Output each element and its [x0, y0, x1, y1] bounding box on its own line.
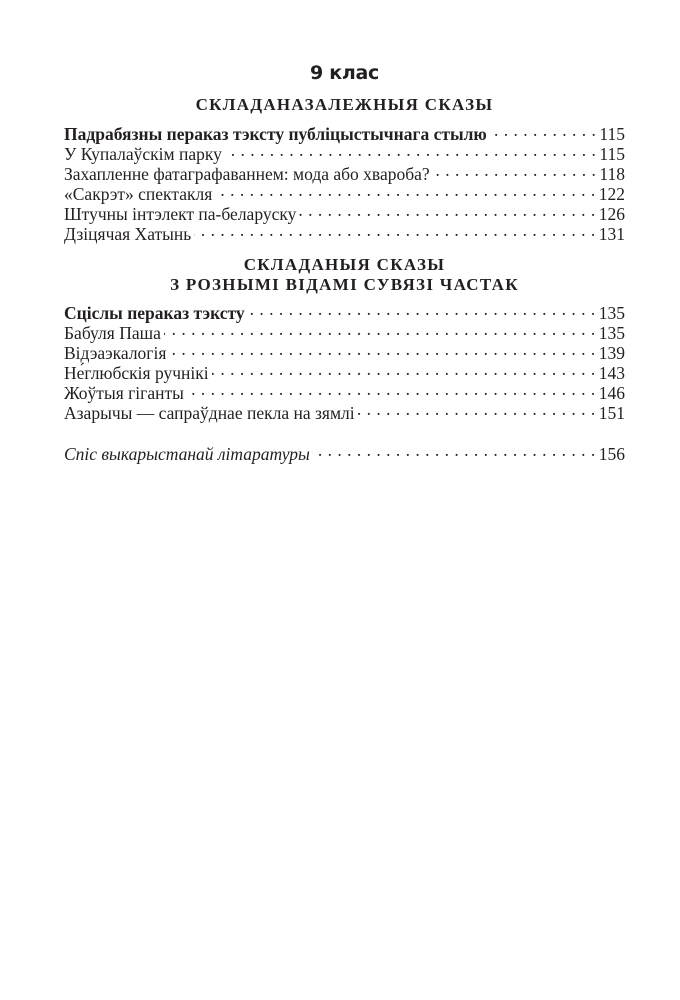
- toc-entry-title: Не́глюбскія ручнікі: [64, 363, 209, 383]
- toc-entry-page: 118: [599, 164, 625, 184]
- toc-entry-title: Бабуля Паша: [64, 323, 161, 343]
- dot-leader: [164, 319, 596, 339]
- toc-entry-title: Спіс выкарыстанай літаратуры: [64, 444, 310, 464]
- dot-leader: [225, 140, 597, 160]
- dot-leader: [215, 180, 596, 200]
- toc-entry-page: 122: [598, 184, 625, 204]
- dot-leader: [299, 200, 595, 220]
- section-heading-complex-mixed: [64, 255, 625, 295]
- dot-leader: [169, 339, 595, 359]
- dot-leader: [433, 160, 597, 180]
- toc-entry-page: 143: [598, 363, 625, 383]
- toc-entry-title: «Сакрэт» спектакля: [64, 184, 213, 204]
- toc-entry[interactable]: [64, 299, 625, 323]
- toc-section-1-list: [64, 120, 625, 244]
- toc-entry-title: Сціслы пераказ тэксту: [64, 303, 245, 323]
- toc-entry-bibliography[interactable]: [64, 440, 625, 464]
- toc-entry-title: У Купалаўскім парку: [64, 144, 222, 164]
- toc-entry-page: 139: [598, 343, 625, 363]
- dot-leader: [313, 440, 596, 460]
- section-heading-line: СКЛАДАНАЗАЛЕЖНЫЯ СКАЗЫ: [195, 95, 494, 114]
- toc-entry-title: Відэаэкалогія: [64, 343, 167, 363]
- toc-entry-page: 135: [598, 323, 625, 343]
- toc-entry-title: Дзіцячая Хатынь: [64, 224, 192, 244]
- toc-entry-title: Падрабязны пераказ тэксту публіцыстычнага стылю: [64, 124, 487, 144]
- dot-leader: [358, 399, 596, 419]
- dot-leader: [187, 379, 596, 399]
- toc-entry-page: 126: [598, 204, 625, 224]
- toc-entry-page: 131: [598, 224, 625, 244]
- toc-entry-title: Жоўтыя гіганты: [64, 383, 184, 403]
- dot-leader: [194, 220, 595, 240]
- toc-entry-page: 135: [598, 303, 625, 323]
- section-heading-line: СКЛАДАНЫЯ СКАЗЫ: [243, 255, 446, 274]
- toc-entry-page: 151: [598, 403, 625, 423]
- toc-entry-title: Захапленне фатаграфаваннем: мода або хвароба?: [64, 164, 430, 184]
- toc-entry-title: Азарычы — сапраўднае пекла на зямлі: [64, 403, 355, 423]
- dot-leader: [490, 120, 597, 140]
- grade-title: 9 клас: [310, 62, 379, 84]
- toc-entry-page: 156: [598, 444, 625, 464]
- section-heading-complex-subordinate: [64, 95, 625, 115]
- toc-entry-page: 146: [598, 383, 625, 403]
- toc-entry-title: Штучны інтэлект па-беларуску: [64, 204, 297, 224]
- dot-leader: [248, 299, 596, 319]
- toc-bibliography: [64, 440, 625, 464]
- dot-leader: [212, 359, 596, 379]
- toc-entry-page: 115: [599, 144, 625, 164]
- toc-section-2-list: [64, 299, 625, 423]
- toc-entry[interactable]: [64, 120, 625, 144]
- section-heading-line: З РОЗНЫМІ ВІДАМІ СУВЯЗІ ЧАСТАК: [170, 275, 519, 294]
- toc-entry-page: 115: [599, 124, 625, 144]
